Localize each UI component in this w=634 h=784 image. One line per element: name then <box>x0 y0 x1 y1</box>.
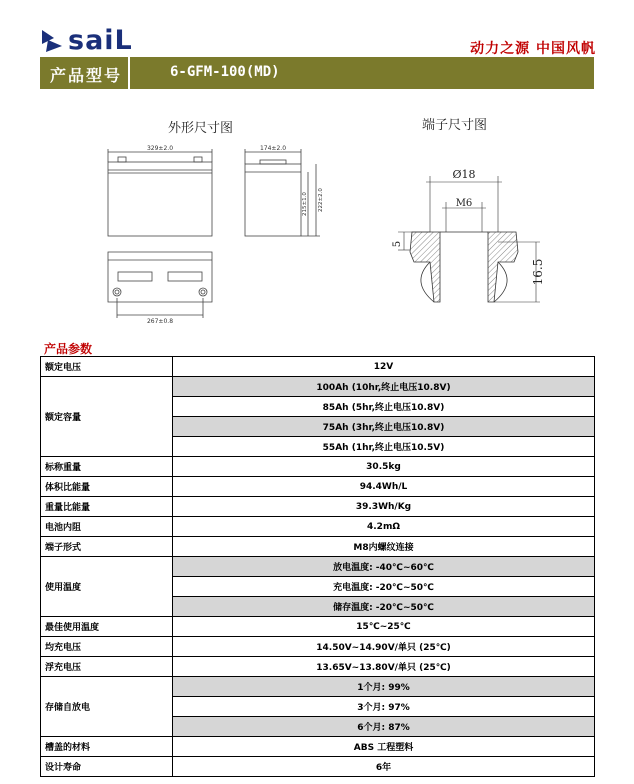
params-table <box>40 356 595 777</box>
param-value: 充电温度: -20℃~50℃ <box>173 577 595 597</box>
param-value: ABS 工程塑料 <box>173 737 595 757</box>
table-row <box>41 757 595 777</box>
param-key: 标称重量 <box>41 457 173 477</box>
param-value: 15℃~25℃ <box>173 617 595 637</box>
brand-logo <box>40 27 133 55</box>
param-value: 30.5kg <box>173 457 595 477</box>
param-key: 设计寿命 <box>41 757 173 777</box>
table-row <box>41 657 595 677</box>
param-value: 12V <box>173 357 595 377</box>
dim-width: 174±2.0 <box>259 145 287 152</box>
param-value: 1个月: 99% <box>173 677 595 697</box>
dim-terminal-spacing: 267±0.8 <box>146 318 174 325</box>
param-value: 39.3Wh/Kg <box>173 497 595 517</box>
param-value: 85Ah (5hr,终止电压10.8V) <box>173 397 595 417</box>
param-value: M8内螺纹连接 <box>173 537 595 557</box>
header-divider <box>128 57 130 89</box>
logo-text: saiL <box>68 25 133 56</box>
front-terminal-left <box>118 157 126 162</box>
param-value: 94.4Wh/L <box>173 477 595 497</box>
model-number: 6-GFM-100(MD) <box>170 64 280 80</box>
front-terminal-right <box>194 157 202 162</box>
table-row <box>41 357 595 377</box>
dim-terminal-height: 16.5 <box>531 258 545 286</box>
table-row <box>41 377 595 397</box>
outline-dimension-drawing <box>100 140 340 325</box>
table-row <box>41 497 595 517</box>
params-title: 产品参数 <box>44 342 93 356</box>
dim-height-case: 215±1.0 <box>302 192 308 216</box>
terminal-drawing-caption: 端子尺寸图 <box>422 118 488 133</box>
dim-height-total: 222±2.0 <box>318 188 324 212</box>
param-value: 6年 <box>173 757 595 777</box>
side-view-body <box>245 164 301 236</box>
table-row <box>41 457 595 477</box>
param-key: 槽盖的材料 <box>41 737 173 757</box>
table-row <box>41 637 595 657</box>
param-value: 放电温度: -40℃~60℃ <box>173 557 595 577</box>
terminal-section-right <box>488 232 518 302</box>
table-row <box>41 677 595 697</box>
param-value: 100Ah (10hr,终止电压10.8V) <box>173 377 595 397</box>
param-value: 3个月: 97% <box>173 697 595 717</box>
param-key: 体积比能量 <box>41 477 173 497</box>
sail-flag-icon <box>40 28 64 54</box>
param-key: 额定容量 <box>41 377 173 457</box>
table-row <box>41 557 595 577</box>
param-key: 电池内阻 <box>41 517 173 537</box>
dim-length: 329±2.0 <box>146 145 174 152</box>
param-key: 浮充电压 <box>41 657 173 677</box>
param-key: 使用温度 <box>41 557 173 617</box>
table-row <box>41 517 595 537</box>
dim-depth: 5 <box>392 240 403 248</box>
param-key: 端子形式 <box>41 537 173 557</box>
terminal-dimension-drawing <box>390 162 550 312</box>
param-value: 55Ah (1hr,终止电压10.5V) <box>173 437 595 457</box>
param-key: 额定电压 <box>41 357 173 377</box>
dim-diameter: Ø18 <box>452 168 476 181</box>
outline-drawing-caption: 外形尺寸图 <box>168 121 234 136</box>
param-key: 最佳使用温度 <box>41 617 173 637</box>
param-value: 14.50V~14.90V/单只 (25℃) <box>173 637 595 657</box>
param-key: 存储自放电 <box>41 677 173 737</box>
model-header-bar <box>40 57 594 89</box>
terminal-section-left <box>410 232 440 302</box>
param-value: 75Ah (3hr,终止电压10.8V) <box>173 417 595 437</box>
top-view-body <box>108 252 212 302</box>
param-value: 13.65V~13.80V/单只 (25℃) <box>173 657 595 677</box>
model-label: 产品型号 <box>50 66 123 85</box>
param-value: 储存温度: -20℃~50℃ <box>173 597 595 617</box>
table-row <box>41 537 595 557</box>
dim-thread: M6 <box>455 198 473 209</box>
brand-slogan: 动力之源 中国风帆 <box>470 41 596 57</box>
table-row <box>41 477 595 497</box>
param-key: 重量比能量 <box>41 497 173 517</box>
param-key: 均充电压 <box>41 637 173 657</box>
table-row <box>41 617 595 637</box>
param-value: 4.2mΩ <box>173 517 595 537</box>
param-value: 6个月: 87% <box>173 717 595 737</box>
table-row <box>41 737 595 757</box>
